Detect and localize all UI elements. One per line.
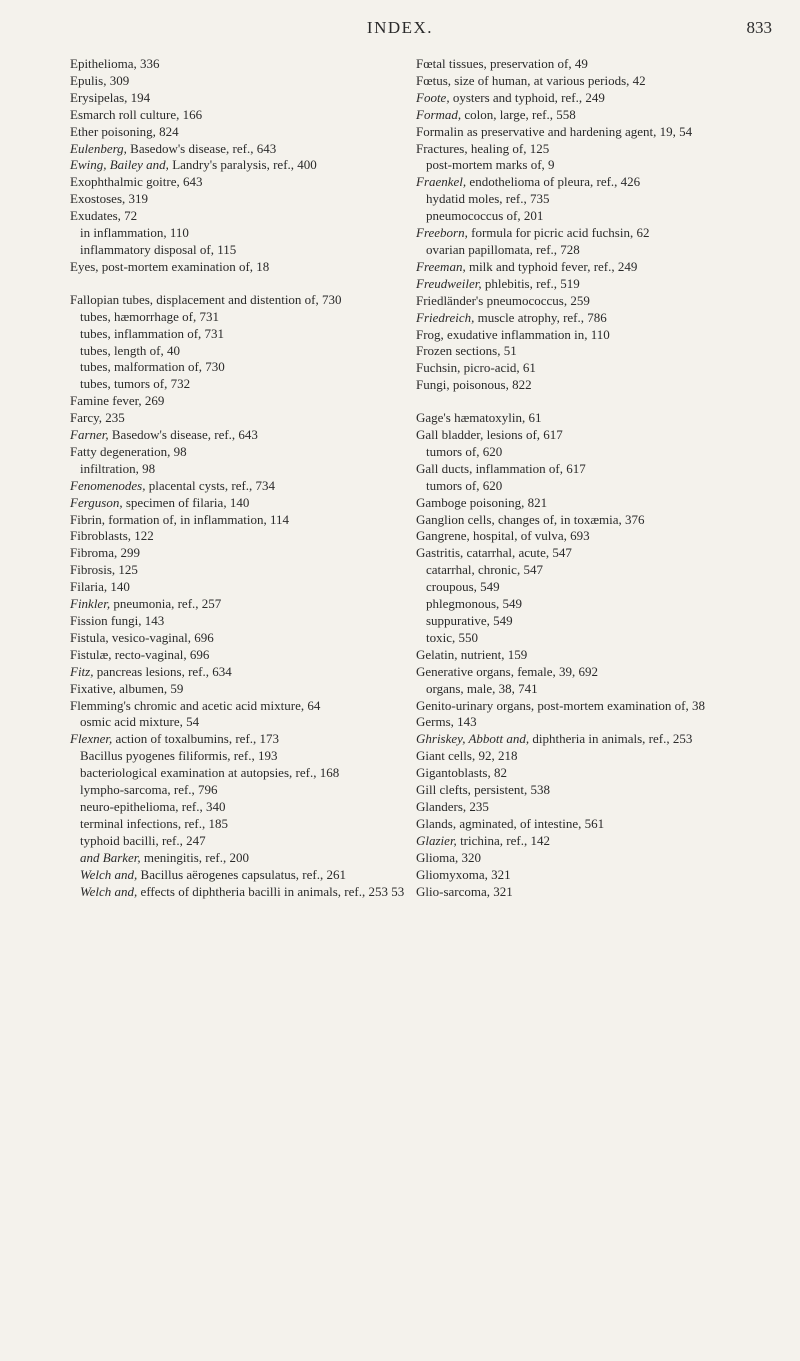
index-subentry (70, 748, 405, 765)
entry-text: Famine fever, 269 (70, 393, 165, 409)
entry-text: tumors of, 620 (426, 477, 503, 493)
index-entry (416, 528, 768, 545)
entry-text: Gigantoblasts, 82 (416, 765, 507, 781)
entry-author: Welch and, (80, 866, 138, 882)
entry-text: Landry's paralysis, ref., 400 (168, 157, 317, 173)
entry-text: Gall ducts, inflammation of, 617 (416, 460, 586, 476)
index-entry (416, 867, 768, 884)
index-entry (416, 495, 768, 512)
index-subentry (70, 326, 405, 343)
entry-text: terminal infections, ref., 185 (80, 815, 229, 831)
index-subentry (416, 208, 768, 225)
entry-text: Fibroblasts, 122 (70, 528, 154, 544)
entry-author: Ghriskey, Abbott and, (416, 731, 530, 747)
entry-text: Exophthalmic goitre, 643 (70, 174, 203, 190)
index-entry (70, 478, 405, 495)
index-subentry (70, 461, 405, 478)
entry-text: tumors of, 620 (426, 443, 503, 459)
entry-text: phlegmonous, 549 (426, 596, 523, 612)
index-subentry (70, 765, 405, 782)
index-entry (70, 174, 405, 191)
entry-author: Fitz, (70, 663, 94, 679)
entry-text: Genito-urinary organs, post-mortem examination of, 38 (416, 697, 705, 713)
entry-text: phlebitis, ref., 519 (481, 275, 580, 291)
index-entry (416, 73, 768, 90)
entry-text: catarrhal, chronic, 547 (426, 562, 543, 578)
entry-author: Flexner, (70, 731, 113, 747)
index-entry (416, 56, 768, 73)
page-header (0, 18, 800, 48)
index-entry (416, 293, 768, 310)
section-gap (416, 394, 768, 410)
entry-text: tubes, inflammation of, 731 (80, 325, 225, 341)
index-entry (70, 427, 405, 444)
entry-text: Fibrosis, 125 (70, 562, 138, 578)
entry-author: Freudweiler, (416, 275, 482, 291)
entry-text: Gage's hæmatoxylin, 61 (416, 410, 542, 426)
entry-text: post-mortem marks of, 9 (426, 157, 555, 173)
entry-text: milk and typhoid fever, ref., 249 (465, 258, 638, 274)
entry-text: Filaria, 140 (70, 579, 130, 595)
index-entry (416, 360, 768, 377)
entry-text: osmic acid mixture, 54 (80, 714, 200, 730)
entry-text: Fibroma, 299 (70, 545, 141, 561)
index-entry (70, 410, 405, 427)
index-entry (416, 343, 768, 360)
entry-text: placental cysts, ref., 734 (145, 477, 276, 493)
entry-text: ovarian papillomata, ref., 728 (426, 241, 580, 257)
entry-text: Esmarch roll culture, 166 (70, 106, 203, 122)
entry-text: Eyes, post-mortem examination of, 18 (70, 258, 270, 274)
entry-text: Germs, 143 (416, 714, 477, 730)
index-subentry (70, 799, 405, 816)
index-entry (416, 731, 768, 748)
entry-text: Giant cells, 92, 218 (416, 748, 518, 764)
entry-text: pancreas lesions, ref., 634 (93, 663, 232, 679)
entry-text: Glanders, 235 (416, 798, 489, 814)
index-subentry (70, 714, 405, 731)
index-subentry (70, 225, 405, 242)
index-entry (416, 714, 768, 731)
index-entry (70, 141, 405, 158)
index-subentry (70, 884, 405, 901)
entry-author: Freeman, (416, 258, 466, 274)
index-entry (70, 157, 405, 174)
entry-text: Gill clefts, persistent, 538 (416, 782, 550, 798)
index-entry (416, 512, 768, 529)
index-entry (70, 393, 405, 410)
index-subentry (70, 816, 405, 833)
index-subentry (70, 782, 405, 799)
entry-text: Fractures, healing of, 125 (416, 140, 550, 156)
index-entry (416, 174, 768, 191)
index-entry (70, 596, 405, 613)
entry-text: bacteriological examination at autopsies, ref., 168 (80, 765, 340, 781)
index-entry (70, 613, 405, 630)
entry-text: Gangrene, hospital, of vulva, 693 (416, 528, 590, 544)
index-entry (416, 225, 768, 242)
entry-text: tubes, length of, 40 (80, 342, 181, 358)
entry-text: Fistula, vesico-vaginal, 696 (70, 629, 214, 645)
entry-text: Ether poisoning, 824 (70, 123, 179, 139)
entry-text: suppurative, 549 (426, 613, 513, 628)
index-entry (416, 90, 768, 107)
entry-author: Farner, (70, 427, 109, 443)
entry-text: Gelatin, nutrient, 159 (416, 646, 528, 662)
index-subentry (416, 157, 768, 174)
entry-text: croupous, 549 (426, 579, 500, 595)
index-subentry (416, 191, 768, 208)
index-subentry (70, 359, 405, 376)
entry-text: Basedow's disease, ref., 643 (108, 427, 258, 443)
index-entry (70, 292, 405, 309)
index-entry (416, 377, 768, 394)
entry-text: Fixative, albumen, 59 (70, 680, 184, 696)
entry-text: Fallopian tubes, displacement and distention of, 730 (70, 291, 342, 307)
index-subentry (416, 630, 768, 647)
index-entry (416, 124, 768, 141)
entry-text: tubes, tumors of, 732 (80, 376, 191, 392)
index-entry (416, 765, 768, 782)
entry-author: Friedreich, (416, 309, 475, 325)
index-entry (416, 259, 768, 276)
entry-text: Fœtus, size of human, at various periods, 42 (416, 72, 646, 88)
index-subentry (416, 478, 768, 495)
index-entry (416, 461, 768, 478)
entry-text: Ganglion cells, changes of, in toxæmia, 376 (416, 511, 645, 527)
entry-author: Fenomenodes, (70, 477, 146, 493)
index-subentry (70, 833, 405, 850)
entry-author: Ewing, Bailey and, (70, 157, 169, 173)
entry-text: Farcy, 235 (70, 410, 125, 426)
index-entry (70, 545, 405, 562)
entry-author: Fraenkel, (416, 174, 467, 190)
entry-text: inflammatory disposal of, 115 (80, 241, 237, 257)
index-entry (416, 327, 768, 344)
entry-text: colon, large, ref., 558 (461, 106, 576, 122)
index-entry (416, 748, 768, 765)
index-entry (70, 562, 405, 579)
index-entry (416, 816, 768, 833)
entry-text: formula for picric acid fuchsin, 62 (467, 225, 650, 241)
entry-author: Freeborn, (416, 225, 468, 241)
index-subentry (70, 867, 405, 884)
index-entry (70, 259, 405, 276)
entry-text: specimen of filaria, 140 (122, 494, 250, 510)
entry-text: neuro-epithelioma, ref., 340 (80, 798, 226, 814)
index-entry (416, 107, 768, 124)
entry-text: endothelioma of pleura, ref., 426 (466, 174, 641, 190)
entry-text: Frog, exudative inflammation in, 110 (416, 326, 610, 342)
entry-text: Fœtal tissues, preservation of, 49 (416, 56, 588, 71)
index-subentry (416, 562, 768, 579)
index-entry (70, 495, 405, 512)
entry-text: Gastritis, catarrhal, acute, 547 (416, 545, 572, 561)
entry-text: Fibrin, formation of, in inflammation, 114 (70, 511, 290, 527)
entry-text: tubes, malformation of, 730 (80, 359, 225, 375)
index-entry (70, 681, 405, 698)
entry-text: Fuchsin, picro-acid, 61 (416, 360, 536, 376)
index-entry (416, 647, 768, 664)
index-entry (70, 191, 405, 208)
index-entry (70, 73, 405, 90)
entry-text: Frozen sections, 51 (416, 343, 517, 359)
index-column-right (416, 56, 768, 900)
index-entry (70, 630, 405, 647)
index-entry (416, 833, 768, 850)
index-entry (70, 528, 405, 545)
entry-text: Erysipelas, 194 (70, 89, 151, 105)
entry-text: organs, male, 38, 741 (426, 680, 538, 696)
entry-text: Epithelioma, 336 (70, 56, 160, 71)
entry-text: Fistulæ, recto-vaginal, 696 (70, 646, 210, 662)
entry-text: meningitis, ref., 200 (140, 849, 249, 865)
entry-text: diphtheria in animals, ref., 253 (529, 731, 693, 747)
entry-text: Exostoses, 319 (70, 191, 148, 207)
index-subentry (416, 681, 768, 698)
entry-text: in inflammation, 110 (80, 225, 189, 241)
index-entry (416, 427, 768, 444)
entry-text: effects of diphtheria bacilli in animals, ref., 253 53 (137, 883, 405, 899)
entry-author: Foote, (416, 89, 450, 105)
entry-author: Welch and, (80, 883, 138, 899)
index-entry (70, 208, 405, 225)
entry-text: Bacillus pyogenes filiformis, ref., 193 (80, 748, 278, 764)
entry-text: lympho-sarcoma, ref., 796 (80, 782, 218, 798)
entry-text: Formalin as preservative and hardening agent, 19, 54 (416, 123, 693, 139)
entry-author: and Barker, (80, 849, 141, 865)
entry-text: typhoid bacilli, ref., 247 (80, 832, 206, 848)
entry-text: toxic, 550 (426, 629, 478, 645)
entry-text: pneumonia, ref., 257 (110, 596, 222, 612)
index-entry (416, 310, 768, 327)
page-number: 833 (746, 18, 772, 37)
index-entry (70, 647, 405, 664)
index-subentry (416, 444, 768, 461)
entry-text: tubes, hæmorrhage of, 731 (80, 308, 220, 324)
entry-author: Glazier, (416, 832, 457, 848)
entry-text: pneumococcus of, 201 (426, 208, 544, 224)
index-entry (416, 799, 768, 816)
index-entry (70, 664, 405, 681)
entry-author: Eulenberg, (70, 140, 127, 156)
entry-text: trichina, ref., 142 (456, 832, 550, 848)
index-subentry (416, 579, 768, 596)
index-subentry (70, 850, 405, 867)
index-entry (416, 698, 768, 715)
entry-author: Ferguson, (70, 494, 123, 510)
entry-text: Gamboge poisoning, 821 (416, 494, 548, 510)
entry-author: Finkler, (70, 596, 111, 612)
entry-text: Friedländer's pneumococcus, 259 (416, 292, 590, 308)
entry-text: Epulis, 309 (70, 72, 130, 88)
index-subentry (70, 343, 405, 360)
entry-text: hydatid moles, ref., 735 (426, 191, 550, 207)
entry-text: Gall bladder, lesions of, 617 (416, 427, 563, 443)
index-entry (416, 141, 768, 158)
index-entry (416, 884, 768, 901)
entry-text: Fission fungi, 143 (70, 613, 165, 628)
index-entry (70, 579, 405, 596)
entry-text: Basedow's disease, ref., 643 (126, 140, 277, 156)
index-entry (70, 444, 405, 461)
index-entry (70, 107, 405, 124)
index-column-left (70, 56, 405, 900)
index-subentry (416, 242, 768, 259)
entry-text: Generative organs, female, 39, 692 (416, 663, 599, 679)
entry-text: Gliomyxoma, 321 (416, 866, 511, 882)
index-subentry (70, 242, 405, 259)
entry-text: infiltration, 98 (80, 460, 156, 476)
index-entry (416, 664, 768, 681)
entry-text: Exudates, 72 (70, 208, 138, 224)
index-entry (416, 545, 768, 562)
index-entry (70, 124, 405, 141)
index-entry (70, 56, 405, 73)
entry-text: Fungi, poisonous, 822 (416, 377, 532, 393)
index-entry (70, 731, 405, 748)
index-entry (416, 276, 768, 293)
index-entry (416, 850, 768, 867)
entry-text: muscle atrophy, ref., 786 (474, 309, 607, 325)
index-entry (70, 698, 405, 715)
entry-text: Glioma, 320 (416, 849, 481, 865)
index-subentry (416, 613, 768, 630)
index-entry (416, 410, 768, 427)
entry-text: action of toxalbumins, ref., 173 (112, 731, 280, 747)
entry-text: Glio-sarcoma, 321 (416, 883, 513, 899)
index-subentry (70, 309, 405, 326)
entry-author: Formad, (416, 106, 462, 122)
entry-text: Glands, agminated, of intestine, 561 (416, 815, 605, 831)
entry-text: Flemming's chromic and acetic acid mixture, 64 (70, 697, 321, 713)
index-entry (416, 782, 768, 799)
section-gap (70, 276, 405, 292)
entry-text: oysters and typhoid, ref., 249 (449, 89, 605, 105)
index-entry (70, 512, 405, 529)
entry-text: Bacillus aërogenes capsulatus, ref., 261 (137, 866, 346, 882)
index-subentry (416, 596, 768, 613)
running-title: INDEX. (366, 18, 434, 37)
index-entry (70, 90, 405, 107)
index-subentry (70, 376, 405, 393)
entry-text: Fatty degeneration, 98 (70, 443, 187, 459)
